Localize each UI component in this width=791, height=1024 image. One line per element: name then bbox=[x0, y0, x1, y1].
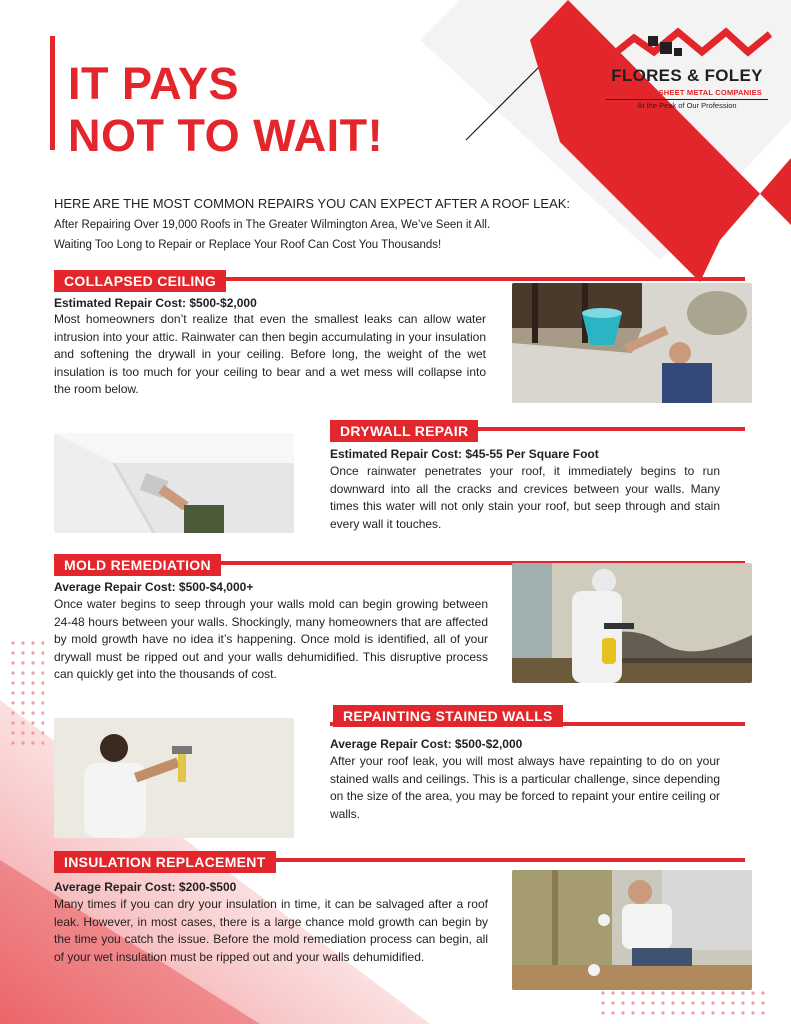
body-repainting-stained-walls: After your roof leak, you will most always have repainting to do on your stained walls and ceilings. This is a particular challenge, since depending on the size of the area, you may be forced to repaint your entire ceiling or walls. bbox=[330, 754, 720, 821]
photo-insulation-replacement bbox=[512, 870, 752, 990]
logo-name: FLORES & FOLEY bbox=[611, 66, 763, 85]
cost-repainting-stained-walls: Average Repair Cost: $500-$2,000 bbox=[330, 737, 523, 751]
section-title-collapsed-ceiling: COLLAPSED CEILING bbox=[54, 270, 226, 292]
photo-collapsed-ceiling bbox=[512, 283, 752, 403]
roof-mark-icon bbox=[602, 22, 772, 66]
section-title-insulation-replacement: INSULATION REPLACEMENT bbox=[54, 851, 276, 873]
cost-insulation-replacement: Average Repair Cost: $200-$500 bbox=[54, 880, 237, 894]
photo-drywall-repair bbox=[54, 433, 294, 533]
company-logo bbox=[596, 20, 778, 120]
body-collapsed-ceiling: Most homeowners don’t realize that even the smallest leaks can allow water intrusion into your attic. Rainwater can then begin accumulating in your insulation and softening the drywall in your ceiling. Before long, the weight of the wet insulation is too much for your ceiling to bear and a wet mess will collapse into the room below. bbox=[54, 312, 486, 396]
photo-mold-remediation bbox=[512, 563, 752, 683]
body-drywall-repair: Once rainwater penetrates your roof, it immediately begins to run downward into all the cracks and crevices between your walls. Many times this water will not only stain your roof, but seep through and stain every wall it touches. bbox=[330, 464, 720, 531]
cost-mold-remediation: Average Repair Cost: $500-$4,000+ bbox=[54, 580, 254, 594]
headline-line-2: NOT TO WAIT! bbox=[68, 110, 384, 161]
intro-line-2: Waiting Too Long to Repair or Replace Your Roof Can Cost You Thousands! bbox=[54, 239, 442, 251]
logo-tagline: At the Peak of Our Profession bbox=[606, 99, 768, 110]
intro-line-1: After Repairing Over 19,000 Roofs in The Greater Wilmington Area, We’ve Seen it All. bbox=[54, 219, 491, 231]
section-title-drywall-repair: DRYWALL REPAIR bbox=[330, 420, 478, 442]
headline-accent-bar bbox=[50, 36, 55, 150]
headline-line-1: IT PAYS bbox=[68, 58, 240, 109]
page-headline bbox=[68, 58, 383, 162]
cost-collapsed-ceiling: Estimated Repair Cost: $500-$2,000 bbox=[54, 296, 257, 310]
cost-drywall-repair: Estimated Repair Cost: $45-55 Per Square Foot bbox=[330, 447, 599, 461]
body-insulation-replacement: Many times if you can dry your insulation in time, it can be salvaged after a roof leak. However, in most cases, there is a large chance mold growth can begin by the time you catch the issue. Before the mold remediation process can begin, all of your wet insulation must be ripped out and your walls dehumidified. bbox=[54, 897, 488, 964]
section-title-repainting-stained-walls: REPAINTING STAINED WALLS bbox=[333, 705, 563, 727]
section-title-mold-remediation: MOLD REMEDIATION bbox=[54, 554, 221, 576]
intro-heading: HERE ARE THE MOST COMMON REPAIRS YOU CAN EXPECT AFTER A ROOF LEAK: bbox=[54, 196, 571, 211]
photo-repainting-stained-walls bbox=[54, 718, 294, 838]
body-mold-remediation: Once water begins to seep through your walls mold can begin growing between 24-48 hours between your walls. Shockingly, many homeowners that are affected by mold growth have no idea it’s happening. Once mold is identified, all of your drywall must be ripped out and your walls dehumidified. This disruptive process can quickly get into the thousands of cost. bbox=[54, 597, 488, 681]
logo-subtitle: ROOFING & SHEET METAL COMPANIES bbox=[612, 88, 762, 97]
